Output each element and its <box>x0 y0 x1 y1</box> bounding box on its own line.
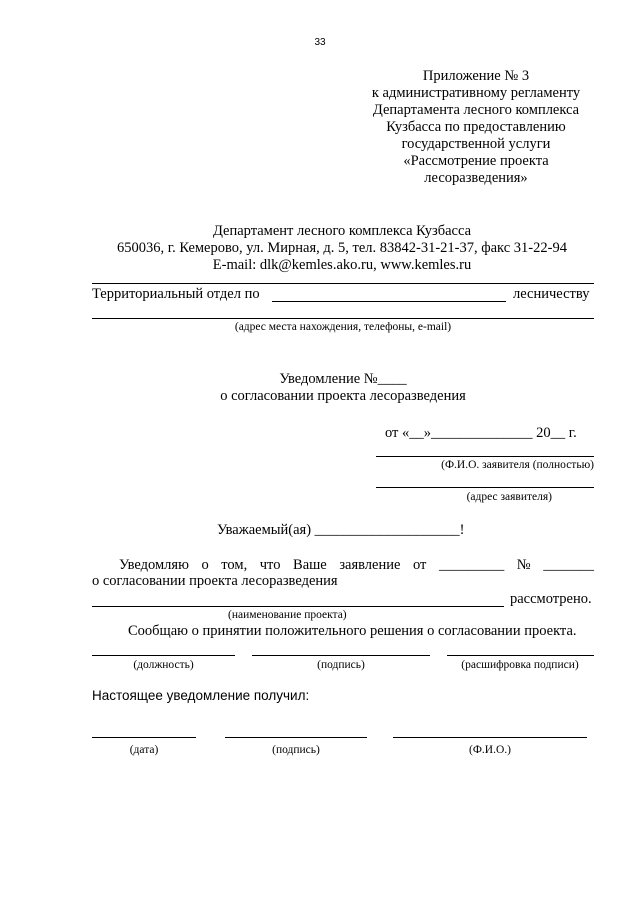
received-fio-blank <box>393 737 587 738</box>
body-word: что <box>259 557 281 573</box>
appendix-line: Департамента лесного комплекса <box>372 102 580 118</box>
body-word: № <box>516 557 531 573</box>
org-contacts: E-mail: dlk@kemles.ako.ru, www.kemles.ru <box>212 257 472 273</box>
applicant-name-blank <box>376 456 594 457</box>
position-blank <box>92 655 235 656</box>
appendix-block <box>356 68 596 187</box>
decoding-caption: (расшифровка подписи) <box>461 659 579 671</box>
body-word: Уведомляю <box>119 557 189 573</box>
department-address-blank <box>92 318 594 319</box>
appendix-line: лесоразведения» <box>424 170 528 186</box>
org-name: Департамент лесного комплекса Кузбасса <box>212 223 472 239</box>
department-prefix: Территориальный отдел по <box>92 286 260 302</box>
department-name-blank <box>272 301 506 302</box>
body-line-2: о согласовании проекта лесоразведения <box>92 573 338 589</box>
application-date-blank: _________ <box>438 557 505 573</box>
body-word: заявление <box>339 557 401 573</box>
department-suffix: лесничеству <box>513 286 590 302</box>
body-word: от <box>413 557 427 573</box>
body-line-1 <box>119 557 594 574</box>
received-date-caption: (дата) <box>129 744 159 756</box>
department-address-caption: (адрес места нахождения, телефоны, e-mail) <box>234 321 452 333</box>
application-number-blank: _______ <box>543 557 594 573</box>
position-caption: (должность) <box>133 659 194 671</box>
page-number: 33 <box>314 37 326 48</box>
applicant-address-caption: (адрес заявителя) <box>466 491 552 503</box>
appendix-line: «Рассмотрение проекта <box>403 153 549 169</box>
applicant-name-caption: (Ф.И.О. заявителя (полностью) <box>441 459 594 471</box>
notice-title-block <box>92 371 594 405</box>
appendix-line: государственной услуги <box>401 136 551 152</box>
body-line-3-suffix: рассмотрено. <box>510 591 592 607</box>
date-line: от «__»______________ 20__ г. <box>385 425 577 441</box>
received-signature-blank <box>225 737 367 738</box>
body-word: о <box>201 557 209 573</box>
appendix-line: Приложение № 3 <box>422 68 530 84</box>
received-signature-caption: (подпись) <box>272 744 320 756</box>
appendix-line: Кузбасса по предоставлению <box>386 119 566 135</box>
signature-caption: (подпись) <box>317 659 365 671</box>
received-fio-caption: (Ф.И.О.) <box>469 744 511 756</box>
body-word: том, <box>221 557 248 573</box>
project-name-blank <box>92 606 504 607</box>
received-label: Настоящее уведомление получил: <box>92 688 310 703</box>
decoding-blank <box>447 655 594 656</box>
body-word: Ваше <box>293 557 327 573</box>
organization-header <box>90 223 594 274</box>
header-divider <box>92 283 594 284</box>
decision-text: Сообщаю о принятии положительного решения о согласовании проекта. <box>128 623 577 639</box>
signature-blank <box>252 655 430 656</box>
greeting: Уважаемый(ая) ____________________! <box>217 522 465 538</box>
received-date-blank <box>92 737 196 738</box>
org-address: 650036, г. Кемерово, ул. Мирная, д. 5, тел. 83842-31-21-37, факс 31-22-94 <box>117 240 567 256</box>
notice-title: Уведомление №____ <box>279 371 407 387</box>
appendix-line: к административному регламенту <box>371 85 581 101</box>
applicant-address-blank <box>376 487 594 488</box>
project-name-caption: (наименование проекта) <box>228 609 347 621</box>
notice-subtitle: о согласовании проекта лесоразведения <box>220 388 466 404</box>
